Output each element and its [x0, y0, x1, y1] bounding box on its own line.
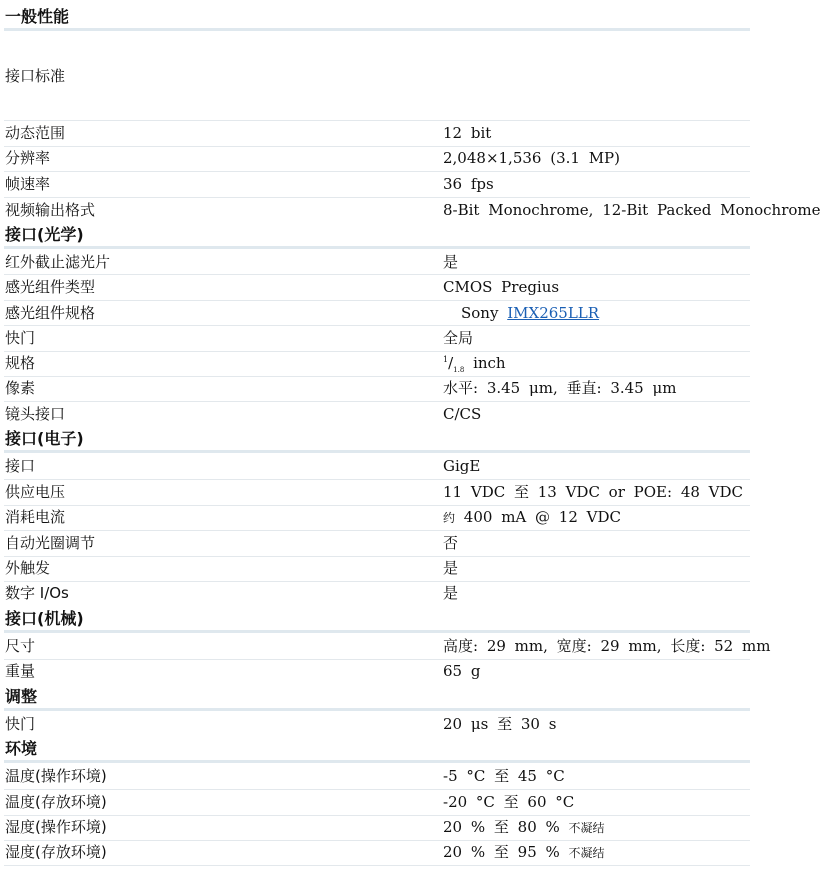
- value-dimensions: 高度: 29 mm, 宽度: 29 mm, 长度: 52 mm: [443, 637, 771, 655]
- value-dynamic-range: 12 bit: [443, 124, 492, 142]
- section-divider: [4, 760, 750, 763]
- value-sensor-spec: [461, 304, 599, 322]
- row-divider: [4, 120, 750, 121]
- label-format: 规格: [5, 354, 36, 372]
- value-resolution: 2,048×1,536 (3.1 MP): [443, 149, 620, 167]
- value-video-format: 8-Bit Monochrome, 12-Bit Packed Monochrome: [443, 201, 821, 219]
- format-numerator: 1: [443, 355, 449, 364]
- value-format: $^1/_{1.8}$ inch: [443, 354, 506, 374]
- label-digital-io: 数字 I/Os: [5, 584, 69, 602]
- sensor-model-link[interactable]: IMX265LLR: [507, 304, 600, 322]
- label-ext-trigger: 外触发: [5, 559, 51, 577]
- row-divider: [4, 505, 750, 506]
- label-supply-voltage: 供应电压: [5, 483, 66, 501]
- humidity-storage-range: 20 % 至 95 %: [443, 843, 560, 861]
- value-auto-iris: 否: [443, 534, 459, 552]
- row-divider: [4, 556, 750, 557]
- section-divider: [4, 708, 750, 711]
- label-sensor-spec: 感光组件规格: [5, 304, 96, 322]
- section-divider: [4, 28, 750, 31]
- row-divider: [4, 659, 750, 660]
- value-ir-filter: 是: [443, 253, 459, 271]
- value-sensor-type: CMOS Pregius: [443, 278, 560, 296]
- row-divider: [4, 865, 750, 866]
- value-humidity-storage: [443, 843, 605, 862]
- label-video-format: 视频输出格式: [5, 201, 96, 219]
- label-sensor-type: 感光组件类型: [5, 278, 96, 296]
- section-environment-heading: 环境: [5, 739, 38, 758]
- label-temp-operating: 温度(操作环境): [5, 767, 107, 785]
- value-temp-storage: -20 °C 至 60 °C: [443, 793, 575, 811]
- humidity-operating-range: 20 % 至 80 %: [443, 818, 560, 836]
- value-shutter: 全局: [443, 329, 474, 347]
- row-divider: [4, 530, 750, 531]
- value-interface: GigE: [443, 457, 481, 475]
- value-ext-trigger: 是: [443, 559, 459, 577]
- label-shutter-range: 快门: [5, 715, 36, 733]
- section-divider: [4, 630, 750, 633]
- label-dynamic-range: 动态范围: [5, 124, 66, 142]
- label-humidity-storage: 湿度(存放环境): [5, 843, 107, 861]
- value-frame-rate: 36 fps: [443, 175, 494, 193]
- label-weight: 重量: [5, 662, 36, 680]
- label-current: 消耗电流: [5, 508, 66, 526]
- section-adjust-heading: 调整: [5, 687, 38, 706]
- label-shutter: 快门: [5, 329, 36, 347]
- value-digital-io: 是: [443, 584, 459, 602]
- row-divider: [4, 789, 750, 790]
- row-divider: [4, 171, 750, 172]
- value-shutter-range: 20 μs 至 30 s: [443, 715, 557, 733]
- label-humidity-operating: 湿度(操作环境): [5, 818, 107, 836]
- label-auto-iris: 自动光圈调节: [5, 534, 96, 552]
- row-divider: [4, 325, 750, 326]
- value-current: [443, 508, 621, 527]
- section-general-heading: 一般性能: [5, 7, 70, 26]
- row-divider: [4, 197, 750, 198]
- row-divider: [4, 581, 750, 582]
- sensor-brand: Sony: [461, 304, 499, 322]
- row-divider: [4, 274, 750, 275]
- label-interface-standard: 接口标准: [5, 67, 66, 85]
- value-temp-operating: -5 °C 至 45 °C: [443, 767, 565, 785]
- format-unit: inch: [473, 354, 506, 372]
- row-divider: [4, 401, 750, 402]
- row-divider: [4, 376, 750, 377]
- current-approx: 约: [443, 511, 456, 525]
- value-pixel: 水平: 3.45 μm, 垂直: 3.45 μm: [443, 379, 677, 397]
- row-divider: [4, 815, 750, 816]
- label-resolution: 分辨率: [5, 149, 51, 167]
- section-optical-heading: 接口(光学): [5, 225, 84, 244]
- label-temp-storage: 温度(存放环境): [5, 793, 107, 811]
- format-denominator: 1.8: [453, 366, 465, 374]
- row-divider: [4, 146, 750, 147]
- label-lens-mount: 镜头接口: [5, 405, 66, 423]
- label-pixel: 像素: [5, 379, 36, 397]
- row-divider: [4, 840, 750, 841]
- section-electrical-heading: 接口(电子): [5, 429, 84, 448]
- humidity-operating-note: 不凝结: [568, 821, 605, 835]
- row-divider: [4, 300, 750, 301]
- value-humidity-operating: [443, 818, 605, 837]
- section-divider: [4, 450, 750, 453]
- row-divider: [4, 351, 750, 352]
- label-frame-rate: 帧速率: [5, 175, 51, 193]
- label-dimensions: 尺寸: [5, 637, 36, 655]
- value-lens-mount: C/CS: [443, 405, 482, 423]
- section-divider: [4, 246, 750, 249]
- label-ir-filter: 红外截止滤光片: [5, 253, 111, 271]
- current-amount: 400 mA @ 12 VDC: [463, 508, 621, 526]
- value-supply-voltage: 11 VDC 至 13 VDC or POE: 48 VDC: [443, 483, 744, 501]
- value-weight: 65 g: [443, 662, 481, 680]
- row-divider: [4, 479, 750, 480]
- section-mechanical-heading: 接口(机械): [5, 609, 84, 628]
- label-interface: 接口: [5, 457, 36, 475]
- humidity-storage-note: 不凝结: [568, 846, 605, 860]
